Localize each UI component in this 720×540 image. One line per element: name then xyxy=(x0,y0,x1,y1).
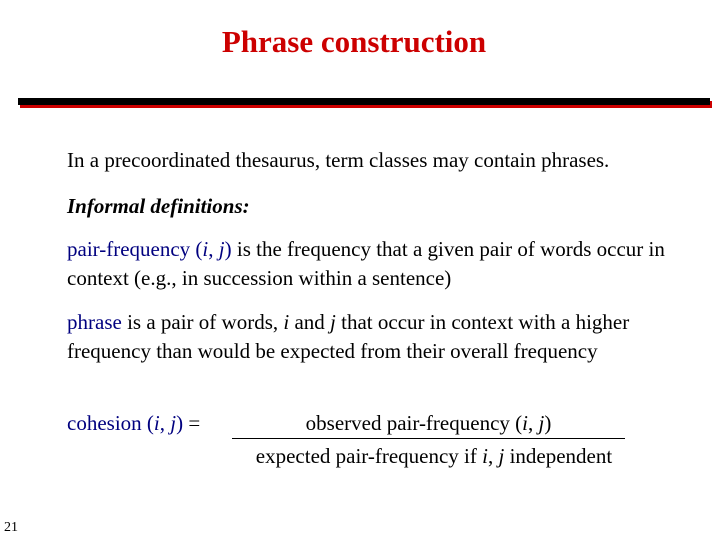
cohesion-numerator: observed pair-frequency (i, j) xyxy=(232,409,625,439)
pair-frequency-term: pair-frequency (i, j) xyxy=(67,237,232,261)
informal-definitions-heading: Informal definitions: xyxy=(67,194,250,218)
phrase-definition: phrase is a pair of words, i and j that occur in context with a higher frequency than would be expected from their overall frequency xyxy=(67,310,630,363)
pair-frequency-text: is the frequency that a given pair of words occur in context (e.g., in succession within a sentence) xyxy=(67,237,665,290)
cohesion-term: cohesion (i, j) xyxy=(67,411,184,435)
intro-paragraph: In a precoordinated thesaurus, term classes may contain phrases. xyxy=(67,148,610,172)
cohesion-denominator: expected pair-frequency if i, j independent xyxy=(255,444,613,468)
pair-frequency-definition xyxy=(67,235,697,293)
slide-page-number: 21 xyxy=(4,520,18,535)
phrase-term: phrase xyxy=(67,310,122,334)
slide-title: Phrase construction xyxy=(221,24,487,59)
title-divider xyxy=(18,98,710,105)
cohesion-formula-lhs: cohesion (i, j) = xyxy=(67,411,201,435)
